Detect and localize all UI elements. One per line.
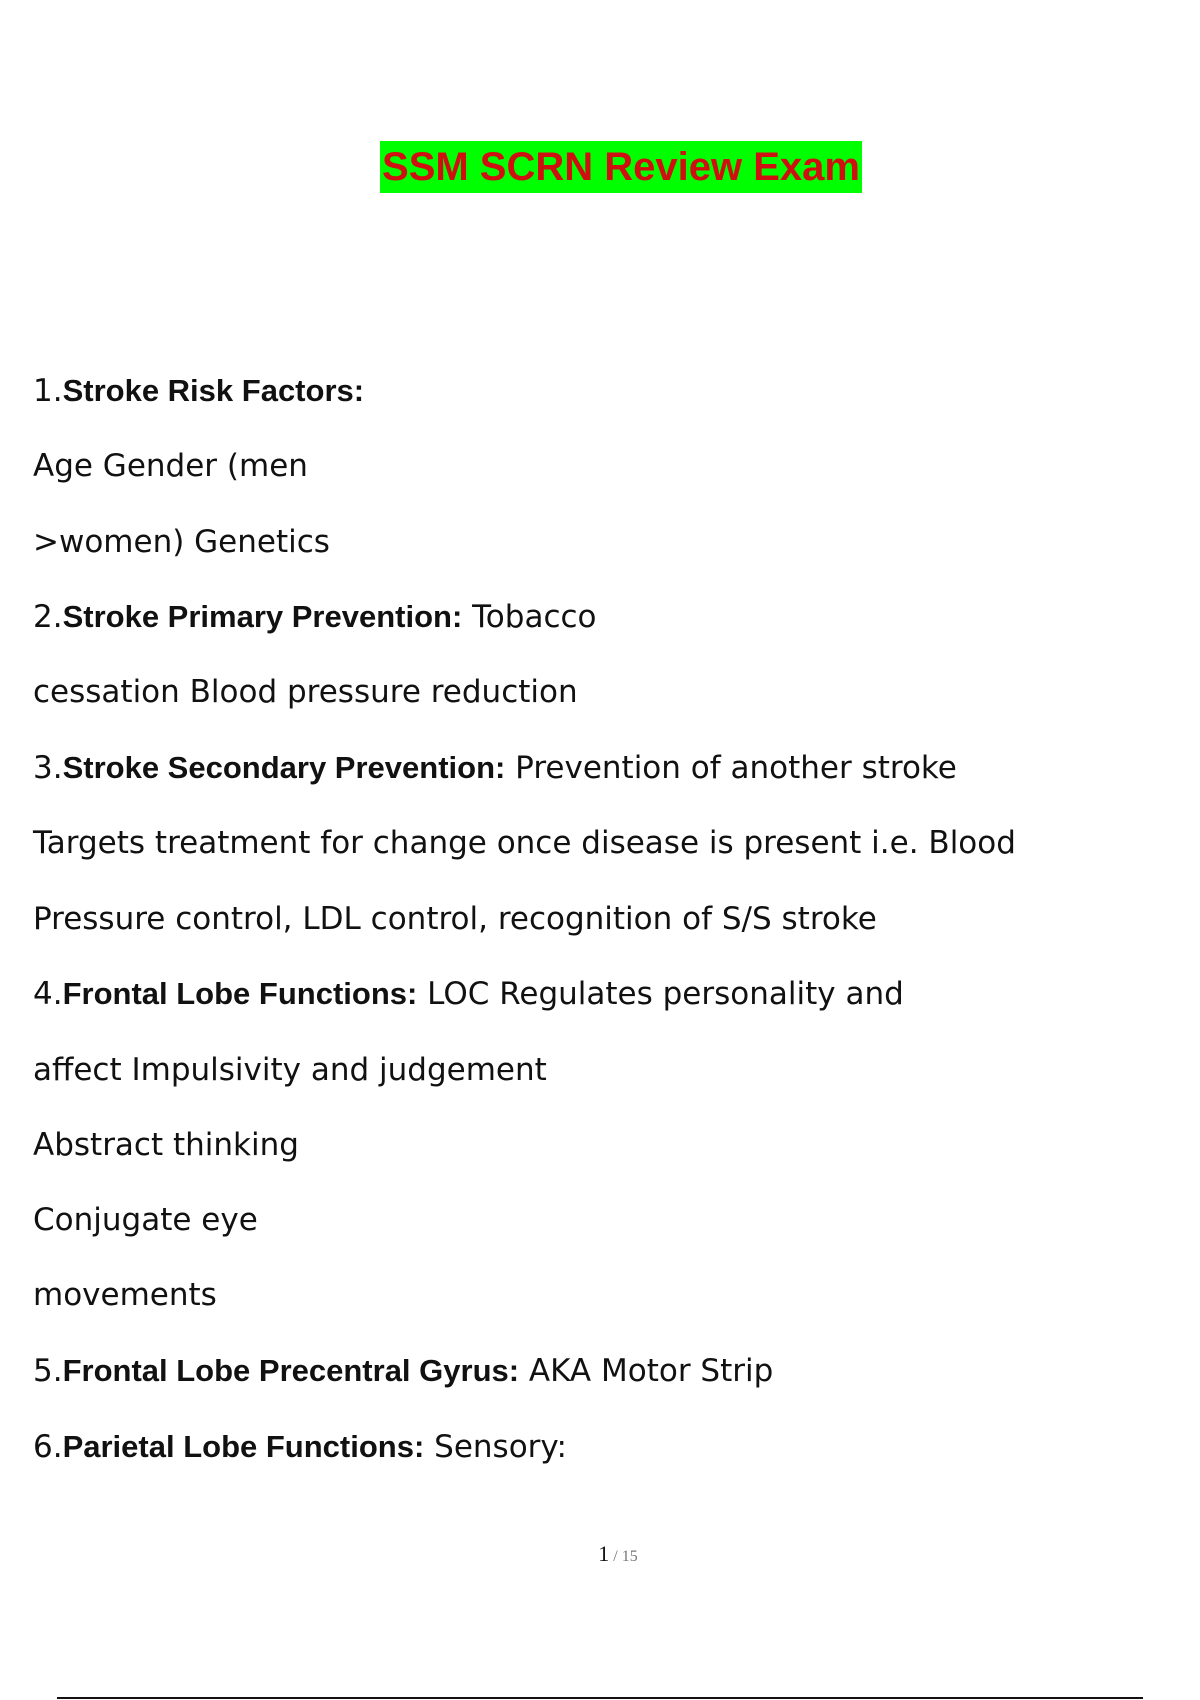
title-container (0, 141, 1200, 193)
question-term: Stroke Primary Prevention: (62, 599, 463, 634)
question-line (33, 1427, 567, 1467)
text-line (33, 823, 1016, 863)
question-line (33, 974, 904, 1014)
text-line (33, 1275, 217, 1315)
line-text: affect Impulsivity and judgement (33, 1052, 547, 1088)
question-text: Prevention of another stroke (505, 750, 957, 786)
page-total: 15 (621, 1548, 638, 1565)
line-text: Targets treatment for change once disease is present i.e. Blood (33, 825, 1016, 861)
text-line (33, 446, 308, 486)
question-term: Stroke Risk Factors: (62, 373, 365, 408)
page-divider (57, 1697, 1143, 1699)
question-line (33, 748, 957, 788)
line-text: Pressure control, LDL control, recognition of S/S stroke (33, 901, 877, 937)
line-text: Age Gender (men (33, 448, 308, 484)
line-text: cessation Blood pressure reduction (33, 674, 578, 710)
question-number: 6. (33, 1429, 63, 1465)
question-line (33, 371, 364, 411)
question-number: 3. (33, 750, 63, 786)
question-term: Frontal Lobe Precentral Gyrus: (62, 1353, 520, 1388)
question-term: Parietal Lobe Functions: (62, 1429, 425, 1464)
text-line (33, 899, 877, 939)
text-line (33, 1125, 299, 1165)
line-text: Conjugate eye (33, 1202, 258, 1238)
question-text: AKA Motor Strip (519, 1353, 774, 1389)
question-text: Sensory: (424, 1429, 567, 1465)
question-text: Tobacco (462, 599, 597, 635)
document-title: SSM SCRN Review Exam (380, 141, 862, 193)
text-line (33, 522, 330, 562)
text-line (33, 1050, 547, 1090)
question-number: 4. (33, 976, 63, 1012)
question-term: Frontal Lobe Functions: (62, 976, 418, 1011)
question-line (33, 597, 597, 637)
question-text: LOC Regulates personality and (417, 976, 904, 1012)
line-text: >women) Genetics (33, 524, 330, 560)
question-number: 2. (33, 599, 63, 635)
question-number: 1. (33, 373, 63, 409)
question-line (33, 1351, 773, 1391)
question-number: 5. (33, 1353, 63, 1389)
page-separator: / (613, 1548, 618, 1565)
line-text: Abstract thinking (33, 1127, 299, 1163)
text-line (33, 1200, 258, 1240)
page-current: 1 (598, 1541, 610, 1566)
page-indicator (0, 1541, 1200, 1567)
line-text: movements (33, 1277, 217, 1313)
question-term: Stroke Secondary Prevention: (62, 750, 506, 785)
text-line (33, 672, 578, 712)
